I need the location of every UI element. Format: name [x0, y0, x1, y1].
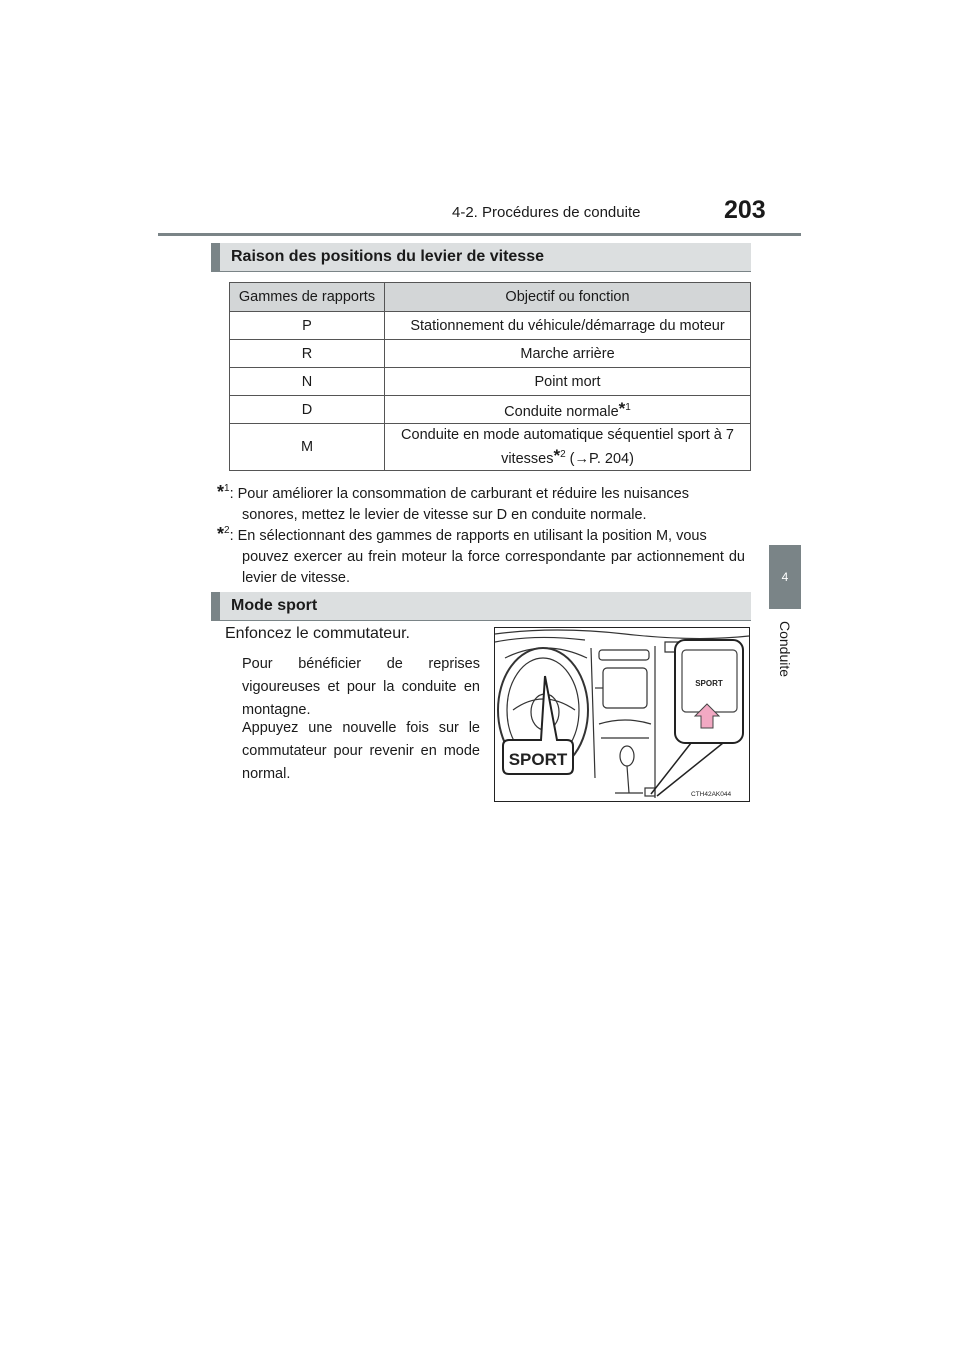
footnote-text: sonores, mettez le levier de vitesse sur D en conduite normale.	[242, 507, 647, 523]
function-text: vitesses	[501, 450, 554, 467]
header-rule	[158, 233, 801, 236]
sport-button-label: SPORT	[695, 679, 723, 688]
instruction-step: Enfoncez le commutateur.	[225, 625, 410, 642]
chapter-tab-number: 4	[769, 545, 801, 609]
footnote	[217, 520, 745, 589]
ref-arrow: →	[574, 450, 590, 467]
function-text: Conduite en mode automatique séquentiel sport à 7	[401, 426, 734, 443]
heading-rule	[211, 271, 751, 272]
function-cell	[385, 396, 751, 424]
footnote-text: : En sélectionnant des gammes de rapports en utilisant la position M, vous	[229, 528, 707, 544]
page-ref: P. 204	[589, 450, 630, 467]
chapter-tab-label: Conduite	[777, 620, 793, 678]
table-row	[230, 340, 751, 368]
body-paragraph: Appuyez une nouvelle fois sur le commutateur pour revenir en mode normal.	[242, 720, 480, 782]
figure-code: CTH42AK044	[691, 791, 732, 798]
gear-table	[229, 282, 751, 471]
gear-cell: N	[230, 368, 385, 396]
sport-callout-label: SPORT	[508, 750, 568, 769]
header-section-title: 4-2. Procédures de conduite	[452, 204, 641, 221]
table-header-row	[230, 283, 751, 312]
dashboard-illustration	[494, 627, 750, 802]
footnote-ref: 1	[625, 402, 631, 414]
table-row	[230, 368, 751, 396]
table-row	[230, 396, 751, 424]
function-cell: Stationnement du véhicule/démarrage du moteur	[385, 312, 751, 340]
footnote-star: *	[217, 524, 225, 544]
footnote-text: pouvez exercer au frein moteur la force correspondante par actionnement du levier de vitesse.	[242, 549, 745, 586]
table-row	[230, 312, 751, 340]
dashboard-drawing	[495, 628, 749, 801]
table-row	[230, 424, 751, 471]
gear-cell: P	[230, 312, 385, 340]
footnote-star: *	[553, 445, 561, 465]
footnote-text: : Pour améliorer la consommation de carburant et réduire les nuisances	[229, 486, 689, 502]
gear-cell: R	[230, 340, 385, 368]
footnote-number: 1	[224, 483, 230, 494]
table-header-function: Objectif ou fonction	[385, 283, 751, 312]
gear-cell: M	[230, 424, 385, 471]
footnote	[217, 478, 745, 526]
function-text: Conduite normale	[504, 404, 619, 420]
chapter-tab	[769, 611, 801, 687]
footnote-star: *	[217, 482, 225, 502]
page-number: 203	[724, 196, 766, 224]
table-header-gear: Gammes de rapports	[230, 283, 385, 312]
body-paragraph: Pour bénéficier de reprises vigoureuses et pour la conduite en montagne.	[242, 656, 480, 718]
heading-rule	[211, 620, 751, 621]
section-heading	[211, 592, 751, 621]
function-cell: Conduite en mode automatique séquentiel sport à 7 vitesses*$^2$ (→P. 204)	[385, 424, 751, 471]
footnote-star: *	[618, 399, 626, 418]
section-heading-text: Raison des positions du levier de vitesse	[231, 248, 544, 265]
gear-cell: D	[230, 396, 385, 424]
footnote-ref: 2	[560, 448, 566, 460]
footnote-number: 2	[224, 525, 230, 536]
function-cell: Marche arrière	[385, 340, 751, 368]
function-cell: Point mort	[385, 368, 751, 396]
section-heading	[211, 243, 751, 272]
section-heading-text: Mode sport	[231, 597, 318, 614]
